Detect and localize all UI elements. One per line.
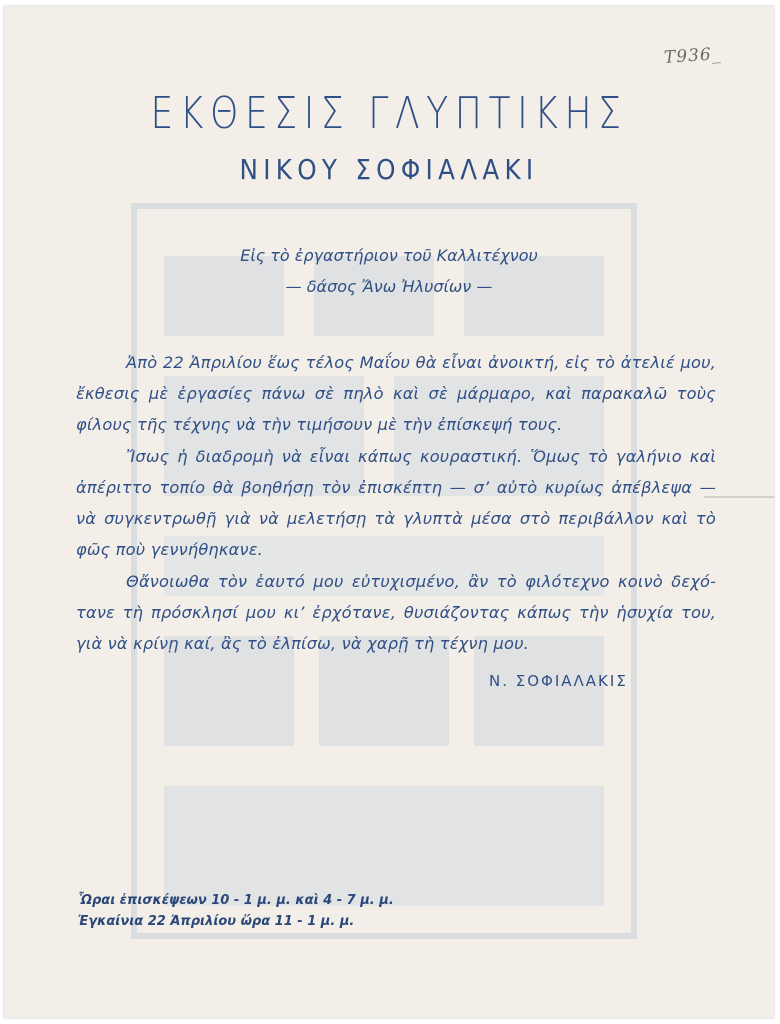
paragraph-1: Ἀπὸ 22 Ἀπριλίου ἕως τέλος Μαΐου θὰ εἶναι ἀνοικτή, εἰς τὸ ἀτελιέ μου, ἔκθεσις μὲ ἐργασίες πάνω σὲ πηλὸ καὶ σὲ μάρμαρο, καὶ παρακαλῶ τοὺς φίλους τῆς τέχνης νὰ τὴν τιμήσουν μὲ τὴν ἐπίσκεψή τους. [76,353,716,434]
paper-fold-mark [704,496,774,498]
artist-name: ΝΙΚΟΥ ΣΟΦΙΑΛΑΚΙ [239,153,539,186]
exhibition-title: ΕΚΘΕΣΙΣ ΓΛΥΠΤΙΚΗΣ [150,88,628,139]
visiting-hours: Ὧραι ἐπισκέψεων 10 - 1 μ. μ. καὶ 4 - 7 μ. μ. [78,893,394,908]
location-line-1: Εἰς τὸ ἐργαστήριον τοῦ Καλλιτέχνου [240,246,538,265]
document-sheet [4,6,774,1018]
paragraph-2: Ἴσως ἡ διαδρομὴ νὰ εἶναι κάπως κουραστική. Ὅμως τὸ γαλήνιο καὶ ἀπέριττο τοπίο θὰ βοηθήσῃ τὸν ἐπισκέπτη — σ’ αὐτὸ κυρίως ἀπέβλεψα — νὰ συγκεντρωθῇ γιὰ νὰ μελετήσῃ τὰ γλυπτὰ μέσα στὸ περιβάλλον καὶ τὸ φῶς ποὺ γεννήθηκανε. [76,447,716,559]
archive-handwritten-number: Τ936_ [663,44,722,68]
paragraph-3: Θἄνοιωθα τὸν ἑαυτό μου εὐτυχισμένο, ἂν τὸ φιλότεχνο κοινὸ δεχότανε τὴ πρόσκλησί μου κι’ ἐρχότανε, θυσιάζοντας κάπως τὴν ἡσυχία του, γιὰ νὰ κρίνῃ καί, ἂς τὸ ἐλπίσω, νὰ χαρῇ τὴ τέχνη μου. [76,572,716,653]
opening-time: Ἐγκαίνια 22 Ἀπριλίου ὥρα 11 - 1 μ. μ. [78,914,355,929]
location-line-2: — δάσος Ἄνω Ἠλυσίων — [285,277,493,296]
signature: Ν. ΣΟΦΙΑΛΑΚΙΣ [489,672,628,690]
